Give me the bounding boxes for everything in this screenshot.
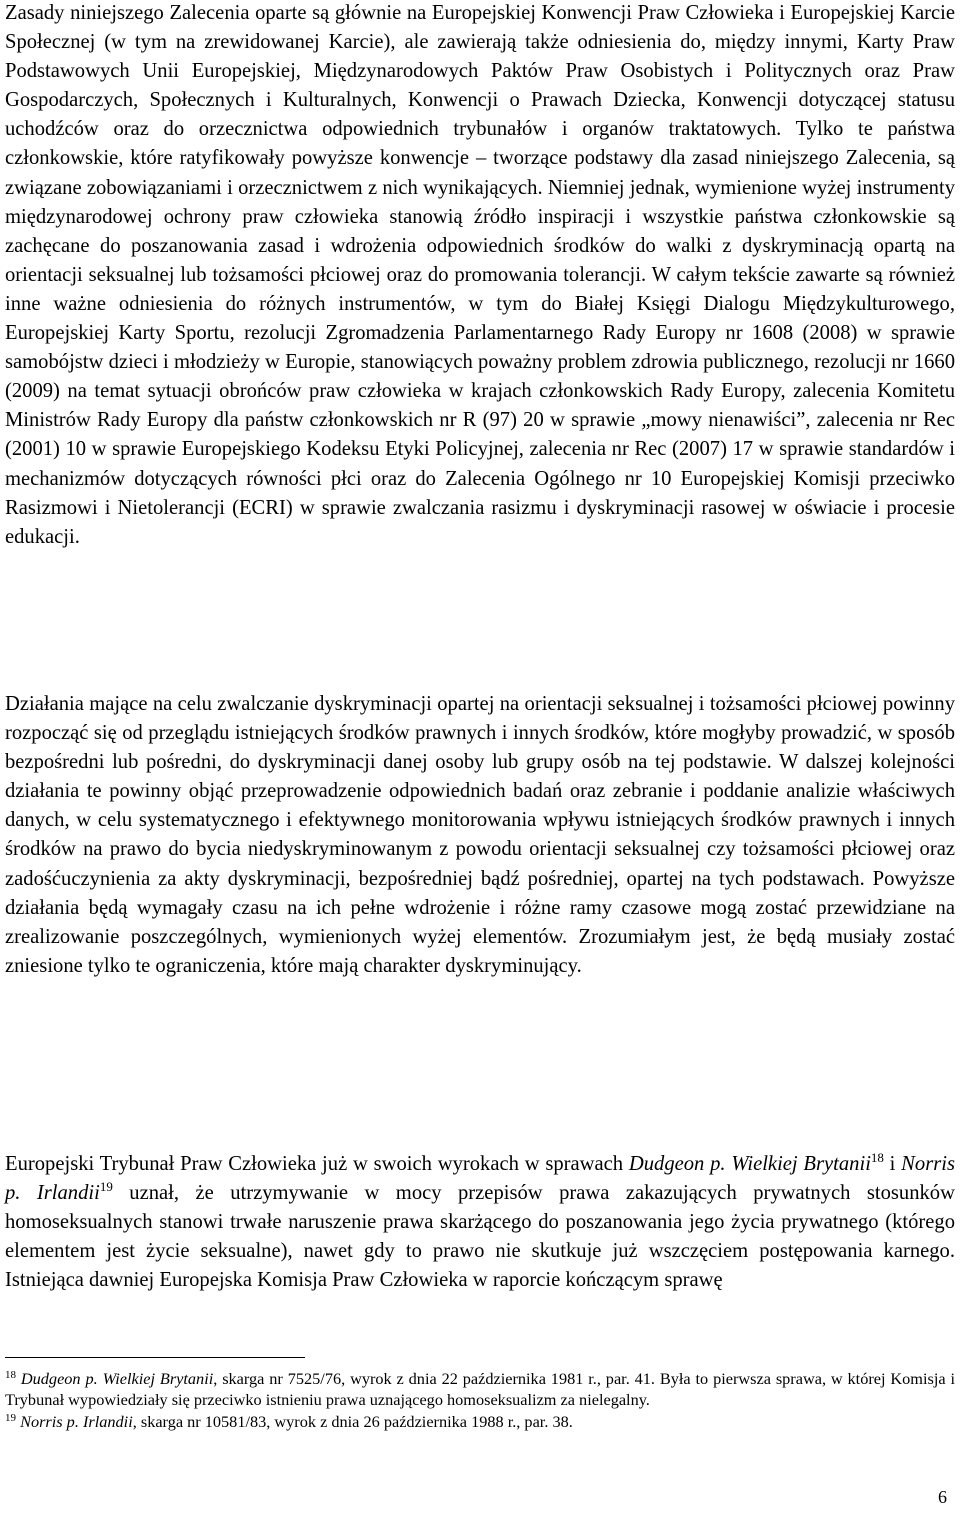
footnote-19 (5, 1411, 955, 1432)
body-paragraph-3 (5, 1150, 955, 1295)
body-paragraph-2: Działania mające na celu zwalczanie dyskryminacji opartej na orientacji seksualnej i tożsamości płciowej powinny rozpocząć się od przeglądu istniejących środków prawnych i innych środków, które mogłyby prowadzić, w sposób bezpośredni lub pośredni, do dyskryminacji danej osoby lub grupy osób na tej podstawie. W dalszej kolejności działania te powinny objąć przeprowadzenie odpowiednich badań oraz zebranie i poddanie analizie właściwych danych, w celu systematycznego i efektywnego monitorowania wpływu istniejących środków prawnych i innych środków na prawo do bycia niedyskryminowanym z powodu orientacji seksualnej czy tożsamości płciowej oraz zadośćuczynienia za akty dyskryminacji, bezpośredniej bądź pośredniej, opartej na tych podstawach. Powyższe działania będą wymagały czasu na ich pełne wdrożenie i różne ramy czasowe mogą zostać przewidziane na zrealizowanie poszczególnych, wymienionych wyżej elementów. Zrozumiałym jest, że będą musiały zostać zniesione tylko te ograniczenia, które mają charakter dyskryminujący. (5, 693, 955, 977)
body-paragraph-1: Zasady niniejszego Zalecenia oparte są głównie na Europejskiej Konwencji Praw Człowieka i Europejskiej Karcie Społecznej (w tym na zrewidowanej Karcie), ale zawierają także odniesienia do, między innymi, Karty Praw Podstawowych Unii Europejskiej, Międzynarodowych Paktów Praw Osobistych i Politycznych oraz Praw Gospodarczych, Społecznych i Kulturalnych, Konwencji o Prawach Dziecka, Konwencji dotyczącej statusu uchodźców oraz do orzecznictwa odpowiednich trybunałów i organów traktatowych. Tylko te państwa członkowskie, które ratyfikowały powyższe konwencje – tworzące podstawy dla zasad niniejszego Zalecenia, są związane zobowiązaniami i orzecznictwem z nich wynikających. Niemniej jednak, wymienione wyżej instrumenty międzynarodowej ochrony praw człowieka stanowią źródło inspiracji i wszystkie państwa członkowskie są zachęcane do poszanowania zasad i wdrożenia odpowiednich środków do walki z dyskryminacją opartą na orientacji seksualnej lub tożsamości płciowej oraz do promowania tolerancji. W całym tekście zawarte są również inne ważne odniesienia do różnych instrumentów, w tym do Białej Księgi Dialogu Międzykulturowego, Europejskiej Karty Sportu, rezolucji Zgromadzenia Parlamentarnego Rady Europy nr 1608 (2008) w sprawie samobójstw dzieci i młodzieży w Europie, stanowiących poważny problem zdrowia publicznego, rezolucji nr 1660 (2009) na temat sytuacji obrońców praw człowieka w krajach członkowskich Rady Europy, zalecenia Komitetu Ministrów Rady Europy dla państw członkowskich nr R (97) 20 w sprawie „mowy nienawiści”, zalecenia nr Rec (2001) 10 w sprawie Europejskiego Kodeksu Etyki Policyjnej, zalecenia nr Rec (2007) 17 w sprawie standardów i mechanizmów dotyczących równości płci oraz do Zalecenia Ogólnego nr 10 Europejskiej Komisji przeciwko Rasizmowi i Nietolerancji (ECRI) w sprawie zwalczania rasizmu i dyskryminacji rasowej w oświacie i procesie edukacji. (5, 2, 955, 548)
footnote-mark-19: 19 (5, 1411, 16, 1424)
paragraph-3-text-conjunction: i (883, 1153, 902, 1175)
footnote-mark-18: 18 (5, 1369, 16, 1381)
footnote-18-text: , skarga nr 7525/76, wyrok z dnia 22 października 1981 r., par. 41. Była to pierwsza sprawa, w której Komisja i Trybunał wypowiedziały się przeciwko istnieniu prawa uznającego homoseksualizm za nielegalny. (5, 1369, 955, 1410)
paragraph-3-text-start: Europejski Trybunał Praw Człowieka już w swoich wyrokach w sprawach (5, 1153, 629, 1175)
footnote-ref-19[interactable]: 19 (99, 1179, 113, 1195)
footnote-separator (5, 1357, 305, 1358)
footnote-18 (5, 1368, 955, 1411)
page-number: 6 (938, 1487, 947, 1507)
footnote-ref-18[interactable]: 18 (870, 1150, 884, 1165)
case-name-norris: Norris p. Irlandii (5, 1153, 955, 1205)
footnote-19-case-name: Norris p. Irlandii (20, 1411, 133, 1431)
footnote-19-text: , skarga nr 10581/83, wyrok z dnia 26 października 1988 r., par. 38. (132, 1411, 573, 1431)
paragraph-3-text-rest: uznał, że utrzymywanie w mocy przepisów prawa zakazujących prywatnych stosunków homoseksualnych stanowi trwałe naruszenie prawa skarżącego do poszanowania jego życia prywatnego (którego elementem jest życie seksualne), nawet gdy to prawo nie skutkuje już wszczęciem postępowania karnego. Istniejąca dawniej Europejska Komisja Praw Człowieka w raporcie kończącym sprawę (5, 1182, 955, 1292)
case-name-dudgeon: Dudgeon p. Wielkiej Brytanii (628, 1153, 871, 1175)
footnotes (5, 1368, 955, 1432)
footnote-18-case-name: Dudgeon p. Wielkiej Brytanii (20, 1369, 214, 1388)
